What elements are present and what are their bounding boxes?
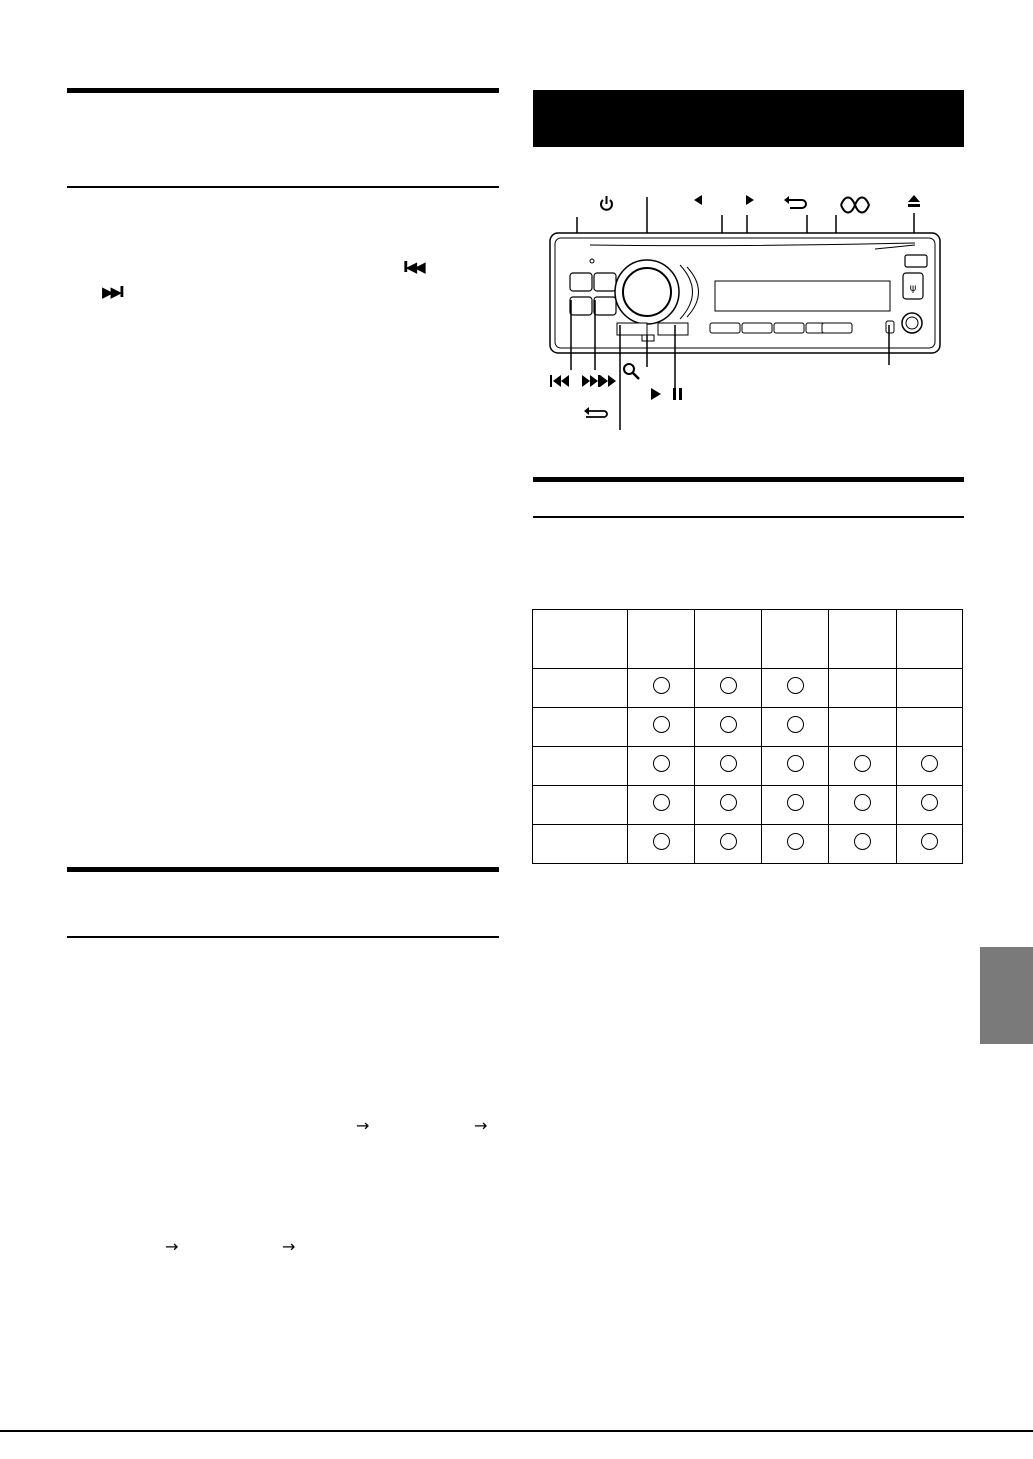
page-bottom-rule bbox=[0, 1430, 1033, 1432]
header-cell bbox=[762, 610, 829, 669]
prev-next-icon bbox=[550, 375, 616, 387]
row-label-cell bbox=[533, 708, 628, 747]
compatibility-table bbox=[532, 609, 963, 864]
supported-mark bbox=[653, 755, 670, 772]
header-cell bbox=[533, 610, 628, 669]
random-icon bbox=[841, 198, 869, 213]
supported-mark bbox=[720, 677, 737, 694]
section-rule-top-right bbox=[533, 477, 964, 482]
supported-mark bbox=[787, 794, 804, 811]
chapter-side-tab bbox=[980, 947, 1033, 1044]
row-label-cell bbox=[533, 786, 628, 825]
section-rule-under-heading-right bbox=[533, 516, 964, 518]
eject-icon bbox=[908, 195, 920, 207]
svg-text:ψ: ψ bbox=[909, 283, 917, 294]
arrow-icon: → bbox=[356, 1116, 370, 1135]
play-pause-icon bbox=[651, 388, 682, 400]
arrow-icon: → bbox=[165, 1237, 179, 1256]
table-row bbox=[533, 825, 963, 864]
row-label-cell bbox=[533, 825, 628, 864]
table-row bbox=[533, 786, 963, 825]
supported-mark bbox=[787, 677, 804, 694]
supported-mark bbox=[720, 755, 737, 772]
prev-track-icon: I◀◀ bbox=[403, 258, 423, 276]
row-label-cell bbox=[533, 747, 628, 786]
supported-mark bbox=[787, 716, 804, 733]
supported-mark bbox=[787, 755, 804, 772]
section-rule-under-heading-2 bbox=[67, 936, 499, 938]
section-rule-under-heading bbox=[67, 186, 499, 188]
table-header-row bbox=[533, 610, 963, 669]
left-arrow-icon bbox=[694, 195, 702, 205]
row-label-cell bbox=[533, 669, 628, 708]
return-icon bbox=[584, 407, 607, 417]
table-row bbox=[533, 708, 963, 747]
supported-mark bbox=[653, 833, 670, 850]
header-cell bbox=[897, 610, 963, 669]
supported-mark bbox=[787, 833, 804, 850]
table-row bbox=[533, 747, 963, 786]
supported-mark bbox=[720, 833, 737, 850]
supported-mark bbox=[921, 794, 938, 811]
section-rule-top-2 bbox=[67, 867, 499, 872]
head-unit-diagram bbox=[530, 185, 970, 435]
arrow-icon: → bbox=[282, 1237, 296, 1256]
supported-mark bbox=[653, 677, 670, 694]
search-icon bbox=[624, 364, 639, 379]
supported-mark bbox=[720, 716, 737, 733]
header-cell bbox=[628, 610, 695, 669]
supported-mark bbox=[854, 794, 871, 811]
arrow-icon: → bbox=[474, 1116, 488, 1135]
supported-mark bbox=[854, 833, 871, 850]
next-track-icon: ▶▶I bbox=[102, 283, 122, 301]
supported-mark bbox=[921, 755, 938, 772]
table-row bbox=[533, 669, 963, 708]
header-cell bbox=[695, 610, 762, 669]
section-title-bar bbox=[533, 90, 964, 147]
supported-mark bbox=[653, 794, 670, 811]
supported-mark bbox=[720, 794, 737, 811]
supported-mark bbox=[854, 755, 871, 772]
right-arrow-icon bbox=[746, 195, 754, 205]
power-icon bbox=[601, 196, 612, 210]
header-cell bbox=[829, 610, 897, 669]
supported-mark bbox=[653, 716, 670, 733]
section-rule-top bbox=[67, 88, 499, 93]
supported-mark bbox=[921, 833, 938, 850]
repeat-icon bbox=[784, 196, 806, 208]
